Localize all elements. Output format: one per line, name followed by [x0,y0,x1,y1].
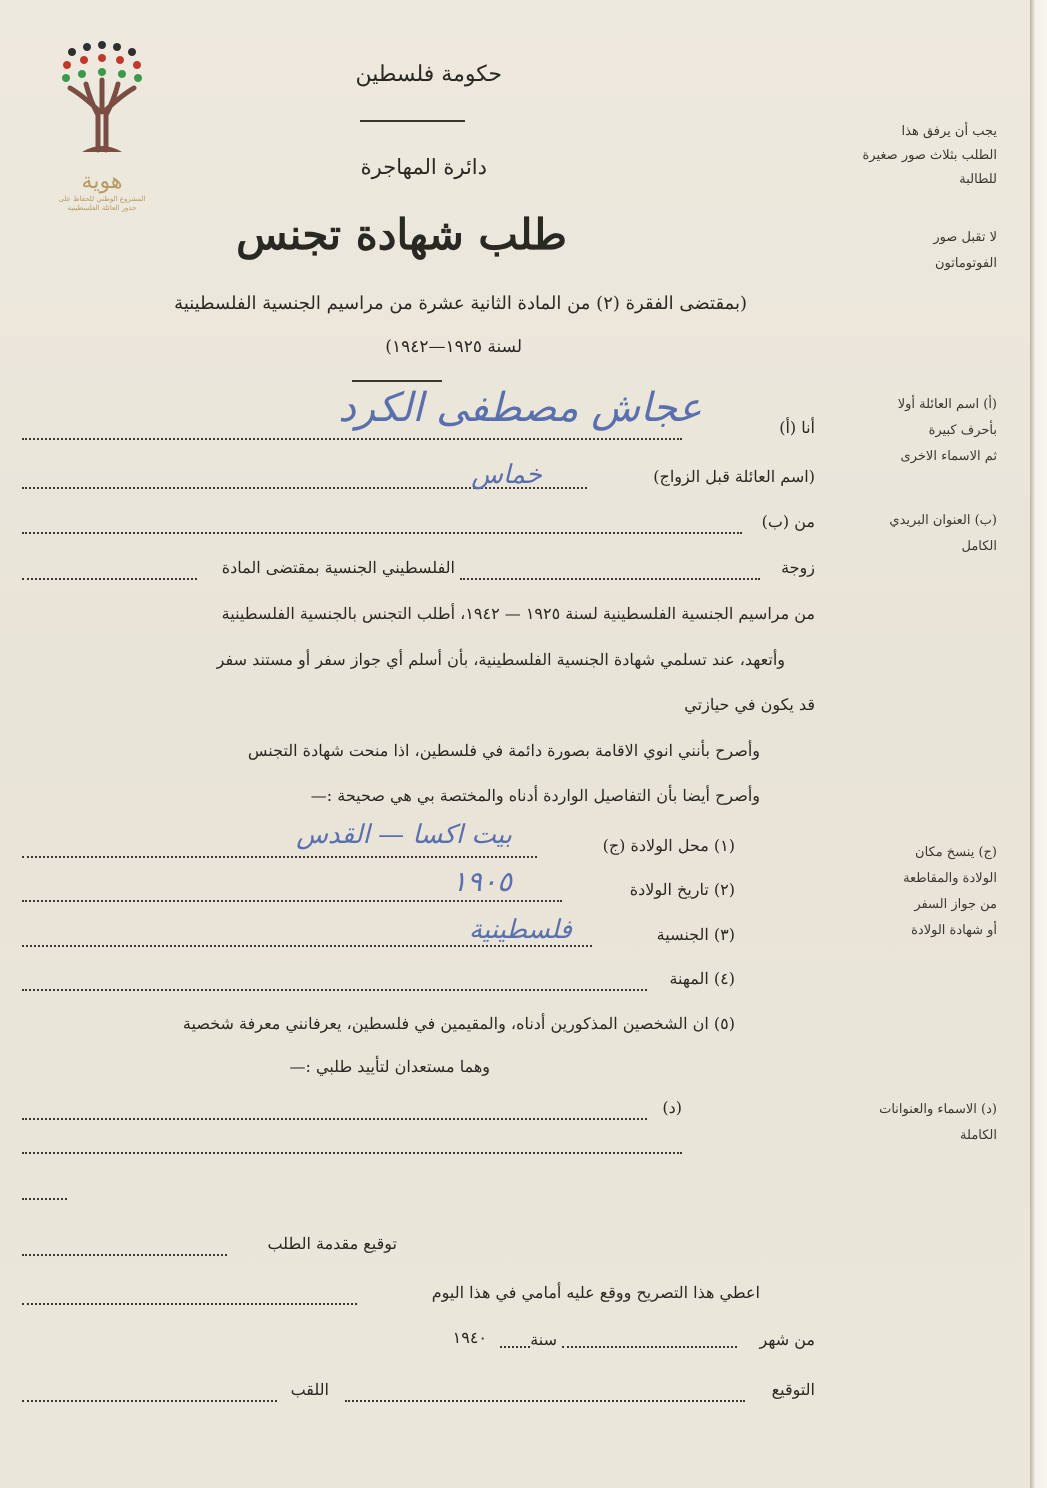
side-note-b-line2: الكامل [961,539,997,554]
field-line-d-1 [22,1118,647,1120]
handwritten-name: عجاش مصطفى الكرد [338,385,702,431]
side-note-a-line2: بأحرف كبيرة [928,423,997,438]
field-line-from [22,532,742,534]
month-label: من شهر [759,1330,815,1349]
item-referees-label: (٥) ان الشخصين المذكورين أدناه، والمقيمين في فلسطين، يعرفانني معرفة شخصية [182,1014,735,1033]
paragraph-line-4: وأصرح بأنني انوي الاقامة بصورة دائمة في فلسطين، اذا منحت شهادة التجنس [247,741,760,760]
item-birthdate-label: (٢) تاريخ الولادة [629,880,735,899]
declaration-line [22,1303,357,1305]
side-note-a-line1: (أ) اسم العائلة أولا [897,397,997,412]
side-note-d-line2: الكاملة [960,1128,997,1143]
title-rule [352,380,442,382]
form-years: لسنة ١٩٢٥—١٩٤٢) [385,337,522,357]
side-note-b [827,508,997,560]
side-note-photos-line3: للطالبة [959,172,997,187]
final-signature-line [345,1400,745,1402]
title-field-line [22,1400,277,1402]
side-note-c-line1: (ج) ينسخ مكان [915,845,997,860]
year-line [500,1346,530,1348]
logo [52,40,152,220]
item-nationality-line [22,945,592,947]
form-title: طلب شهادة تجنس [236,210,567,259]
side-note-c [827,840,997,944]
side-note-photos-line2: الطلب بثلاث صور صغيرة [862,148,997,163]
side-note-c-line2: الولادة والمقاطعة [903,871,997,886]
applicant-signature-line [22,1254,227,1256]
item-birthplace-label: (١) محل الولادة (ج) [602,836,735,855]
field-line-d-2 [22,1152,682,1154]
side-note-photomaton [827,225,997,277]
final-signature-label: التوقيع [771,1380,815,1399]
item-profession-label: (٤) المهنة [669,969,735,988]
handwritten-maiden-name: خماس [471,460,542,490]
paragraph-line-5: وأصرح أيضا بأن التفاصيل الواردة أدناه والمختصة بي هي صحيحة :— [310,786,760,805]
side-note-d-line1: (د) الاسماء والعنوانات [879,1102,997,1117]
item-referees-label-2: وهما مستعدان لتأييد طلبي :— [289,1057,490,1076]
field-line-ana [22,438,682,440]
side-note-c-line3: من جواز السفر [914,897,997,912]
handwritten-nationality: فلسطينية [468,915,572,945]
field-line-wife-2 [22,578,197,580]
side-note-a [827,392,997,470]
side-note-photomaton-line2: الفوتوماتون [934,256,997,271]
field-label-maiden: (اسم العائلة قبل الزواج) [653,467,815,486]
year-value: ١٩٤٠ [452,1328,487,1347]
paragraph-line-3: قد يكون في حيازتي [684,695,815,714]
government-heading: حكومة فلسطين [355,62,502,87]
field-label-ana: أنا (أ) [779,418,815,437]
field-label-wife: زوجة [781,558,815,577]
field-label-d: (د) [662,1098,682,1117]
side-note-b-line1: (ب) العنوان البريدي [889,513,997,528]
field-line-wife-1 [460,578,760,580]
paragraph-line-2: وأتعهد، عند تسلمي شهادة الجنسية الفلسطينية، بأن أسلم أي جواز سفر أو مستند سفر [216,650,785,669]
department-heading: دائرة المهاجرة [360,155,487,179]
logo-text: هوية [81,169,123,194]
handwritten-birthplace: بيت اكسا — القدس [296,820,512,850]
field-label-wife-nationality: الفلسطيني الجنسية بمقتضى المادة [221,558,455,577]
handwritten-birthdate: ١٩٠٥ [451,865,512,898]
year-label: سنة [530,1330,557,1349]
side-note-photos [827,120,997,192]
item-profession-line [22,989,647,991]
paragraph-line-1: من مراسيم الجنسية الفلسطينية لسنة ١٩٢٥ — ١٩٤٢، أطلب التجنس بالجنسية الفلسطينية [221,604,815,623]
item-nationality-label: (٣) الجنسية [656,925,735,944]
side-note-photos-line1: يجب أن يرفق هذا [901,124,997,139]
side-note-photomaton-line1: لا تقبل صور [933,230,997,245]
month-line [562,1346,737,1348]
form-subtitle: (بمقتضى الفقرة (٢) من المادة الثانية عشرة من مراسيم الجنسية الفلسطينية [174,293,747,314]
item-birthplace-line [22,856,537,858]
header-rule [360,120,465,122]
applicant-signature-label: توقيع مقدمة الطلب [267,1234,397,1253]
side-note-d [827,1097,997,1149]
field-label-from: من (ب) [761,512,815,531]
title-field-label: اللقب [290,1380,329,1399]
family-tree-icon [52,40,152,165]
field-line-d-3 [22,1198,67,1200]
side-note-c-line4: أو شهادة الولادة [911,923,997,938]
logo-subtext-2: جذور العائلة الفلسطينية [67,204,137,212]
page-edge [1030,0,1047,1488]
logo-subtext-1: المشروع الوطني للحفاظ على [58,195,146,203]
item-birthdate-line [22,900,562,902]
side-note-a-line3: ثم الاسماء الاخرى [900,449,997,464]
declaration-text: اعطي هذا التصريح ووقع عليه أمامي في هذا اليوم [431,1283,760,1302]
